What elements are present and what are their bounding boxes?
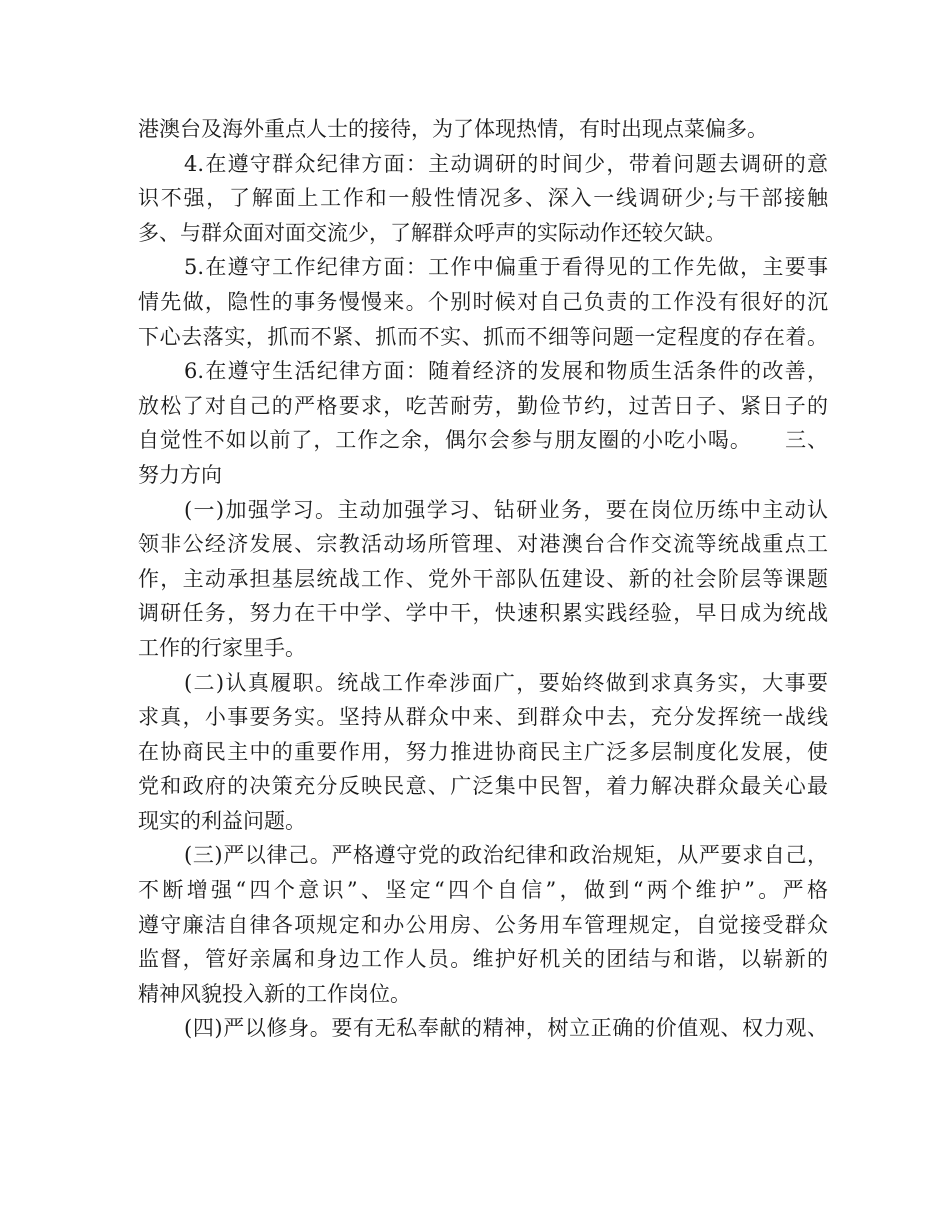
text-line: 自觉性不如以前了，工作之余，偶尔会参与朋友圈的小吃小喝。 三、 [138,428,828,453]
text-line: 现实的利益问题。 [138,808,306,833]
text-line: 情先做，隐性的事务慢慢来。个别时候对自己负责的工作没有很好的沉 [138,289,828,314]
text-line: 在协商民主中的重要作用，努力推进协商民主广泛多层制度化发展，使 [138,739,828,764]
text-line: 遵守廉洁自律各项规定和办公用房、公务用车管理规定，自觉接受群众 [138,912,828,937]
text-line: 放松了对自己的严格要求，吃苦耐劳，勤俭节约，过苦日子、紧日子的 [138,393,828,418]
text-line: 党和政府的决策充分反映民意、广泛集中民智，着力解决群众最关心最 [138,774,828,799]
text-line: (四)严以修身。要有无私奉献的精神，树立正确的价值观、权力观、 [184,1016,828,1041]
text-line: 精神风貌投入新的工作岗位。 [138,981,411,1006]
text-line: 作，主动承担基层统战工作、党外干部队伍建设、新的社会阶层等课题 [138,566,828,591]
text-line: 调研任务，努力在干中学、学中干，快速积累实践经验，早日成为统战 [138,601,828,626]
text-line: 监督，管好亲属和身边工作人员。维护好机关的团结与和谐，以崭新的 [138,947,828,972]
text-line: 4.在遵守群众纪律方面：主动调研的时间少，带着问题去调研的意 [184,151,828,176]
text-line: 6.在遵守生活纪律方面：随着经济的发展和物质生活条件的改善， [184,359,828,384]
text-line: 识不强，了解面上工作和一般性情况多、深入一线调研少;与干部接触 [138,186,828,211]
text-line: (二)认真履职。统战工作牵涉面广，要始终做到求真务实，大事要 [184,670,828,695]
text-line: (一)加强学习。主动加强学习、钻研业务，要在岗位历练中主动认 [184,497,828,522]
text-line: 港澳台及海外重点人士的接待，为了体现热情，有时出现点菜偏多。 [138,117,768,141]
text-line: 工作的行家里手。 [138,635,306,660]
text-line: 领非公经济发展、宗教活动场所管理、对港澳台合作交流等统战重点工 [138,532,828,557]
text-line: 不断增强“四个意识”、坚定“四个自信”，做到“两个维护”。严格 [138,878,828,903]
body-text [138,112,828,1046]
section-heading: 努力方向 [138,462,222,487]
text-line: (三)严以律己。严格遵守党的政治纪律和政治规矩，从严要求自己， [184,843,828,868]
text-line: 求真，小事要务实。坚持从群众中来、到群众中去，充分发挥统一战线 [138,705,828,730]
text-line: 5.在遵守工作纪律方面：工作中偏重于看得见的工作先做，主要事 [184,255,828,280]
text-line: 多、与群众面对面交流少，了解群众呼声的实际动作还较欠缺。 [138,220,726,245]
text-line: 下心去落实，抓而不紧、抓而不实、抓而不细等问题一定程度的存在着。 [138,324,828,349]
